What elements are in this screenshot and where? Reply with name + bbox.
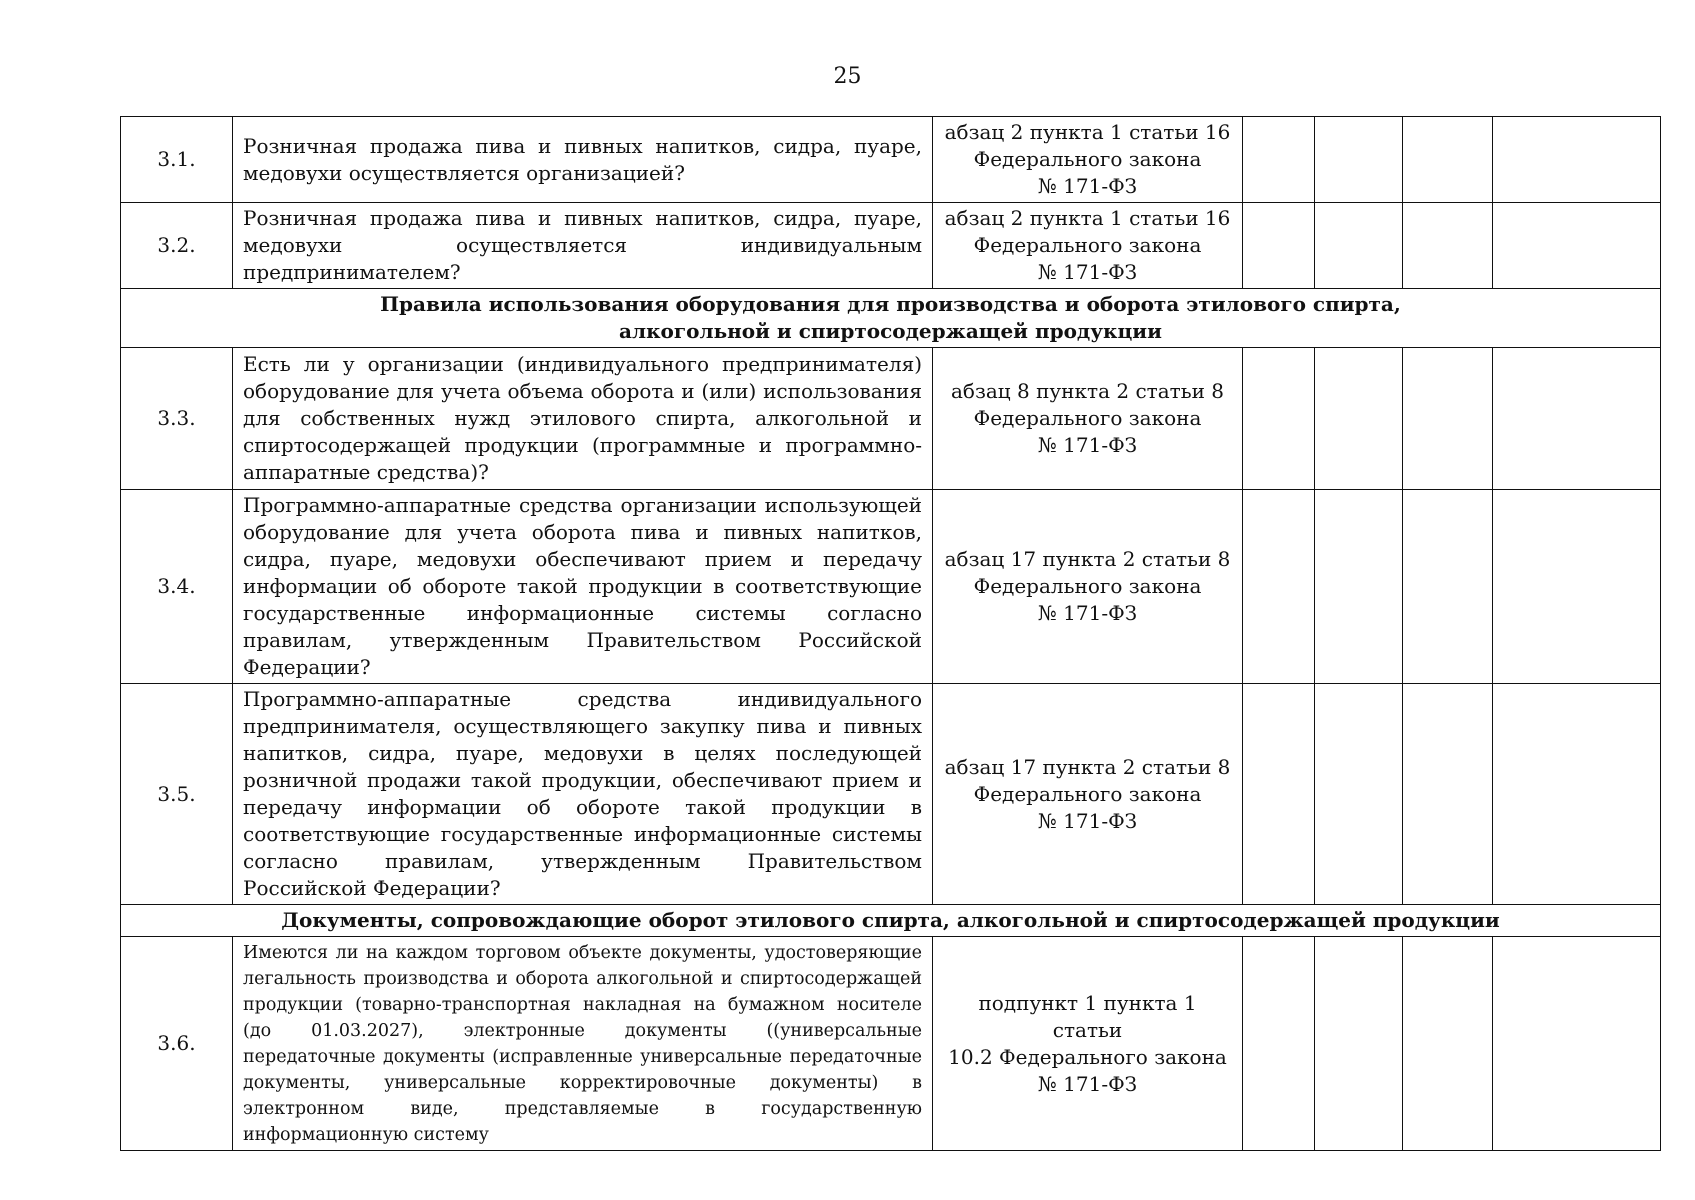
- answer-cell: [1315, 684, 1403, 905]
- section-header-row: [121, 905, 1661, 937]
- answer-cell: [1243, 203, 1315, 289]
- answer-cell: [1403, 117, 1493, 203]
- note-cell: [1493, 937, 1661, 1151]
- item-reference: абзац 2 пункта 1 статьи 16 Федерального закона № 171-ФЗ: [933, 203, 1243, 289]
- answer-cell: [1403, 684, 1493, 905]
- answer-cell: [1315, 937, 1403, 1151]
- answer-cell: [1403, 348, 1493, 490]
- answer-cell: [1403, 937, 1493, 1151]
- item-reference: абзац 17 пункта 2 статьи 8 Федерального закона № 171-ФЗ: [933, 490, 1243, 684]
- item-number: 3.4.: [121, 490, 233, 684]
- answer-cell: [1315, 203, 1403, 289]
- item-question: Программно-аппаратные средства организации использующей оборудование для учета оборота пива и пивных напитков, сидра, пуаре, медовухи обеспечивают прием и передачу информации об обороте такой продукции в соответствующие государственные информационные системы согласно правилам, утвержденным Правительством Российской Федерации?: [233, 490, 933, 684]
- item-reference: подпункт 1 пункта 1 статьи 10.2 Федерального закона № 171-ФЗ: [933, 937, 1243, 1151]
- table-row: [121, 203, 1661, 289]
- item-question: Розничная продажа пива и пивных напитков, сидра, пуаре, медовухи осуществляется организацией?: [233, 117, 933, 203]
- item-question: Есть ли у организации (индивидуального предпринимателя) оборудование для учета объема оборота и (или) использования для собственных нужд этилового спирта, алкогольной и спиртосодержащей продукции (программные и программно-аппаратные средства)?: [233, 348, 933, 490]
- item-question: Программно-аппаратные средства индивидуального предпринимателя, осуществляющего закупку пива и пивных напитков, сидра, пуаре, медовухи в целях последующей розничной продажи такой продукции, обеспечивают прием и передачу информации об обороте такой продукции в соответствующие государственные информационные системы согласно правилам, утвержденным Правительством Российской Федерации?: [233, 684, 933, 905]
- page-number: 25: [833, 64, 862, 89]
- item-question: Розничная продажа пива и пивных напитков, сидра, пуаре, медовухи осуществляется индивидуальным предпринимателем?: [233, 203, 933, 289]
- item-number: 3.5.: [121, 684, 233, 905]
- section-header-row: [121, 289, 1661, 348]
- answer-cell: [1243, 490, 1315, 684]
- answer-cell: [1315, 348, 1403, 490]
- answer-cell: [1243, 117, 1315, 203]
- checklist-table: [120, 116, 1661, 1151]
- answer-cell: [1315, 490, 1403, 684]
- table-row: [121, 490, 1661, 684]
- answer-cell: [1243, 348, 1315, 490]
- section-title: Документы, сопровождающие оборот этилового спирта, алкогольной и спиртосодержащей продукции: [121, 905, 1661, 937]
- item-number: 3.1.: [121, 117, 233, 203]
- item-number: 3.2.: [121, 203, 233, 289]
- section-title: Правила использования оборудования для производства и оборота этилового спирта, алкогольной и спиртосодержащей продукции: [121, 289, 1661, 348]
- answer-cell: [1403, 203, 1493, 289]
- table-row: [121, 117, 1661, 203]
- item-question: Имеются ли на каждом торговом объекте документы, удостоверяющие легальность производства и оборота алкогольной и спиртосодержащей продукции (товарно-транспортная накладная на бумажном носителе (до 01.03.2027), электронные документы ((универсальные передаточные документы (исправленные универсальные передаточные документы, универсальные корректировочные документы) в электронном виде, представляемые в государственную информационную систему: [233, 937, 933, 1151]
- item-number: 3.3.: [121, 348, 233, 490]
- item-reference: абзац 2 пункта 1 статьи 16 Федерального закона № 171-ФЗ: [933, 117, 1243, 203]
- note-cell: [1493, 203, 1661, 289]
- item-number: 3.6.: [121, 937, 233, 1151]
- item-reference: абзац 8 пункта 2 статьи 8 Федерального закона № 171-ФЗ: [933, 348, 1243, 490]
- answer-cell: [1243, 684, 1315, 905]
- note-cell: [1493, 117, 1661, 203]
- answer-cell: [1243, 937, 1315, 1151]
- note-cell: [1493, 348, 1661, 490]
- answer-cell: [1315, 117, 1403, 203]
- table-row: [121, 937, 1661, 1151]
- item-reference: абзац 17 пункта 2 статьи 8 Федерального закона № 171-ФЗ: [933, 684, 1243, 905]
- note-cell: [1493, 490, 1661, 684]
- answer-cell: [1403, 490, 1493, 684]
- note-cell: [1493, 684, 1661, 905]
- table-row: [121, 348, 1661, 490]
- table-row: [121, 684, 1661, 905]
